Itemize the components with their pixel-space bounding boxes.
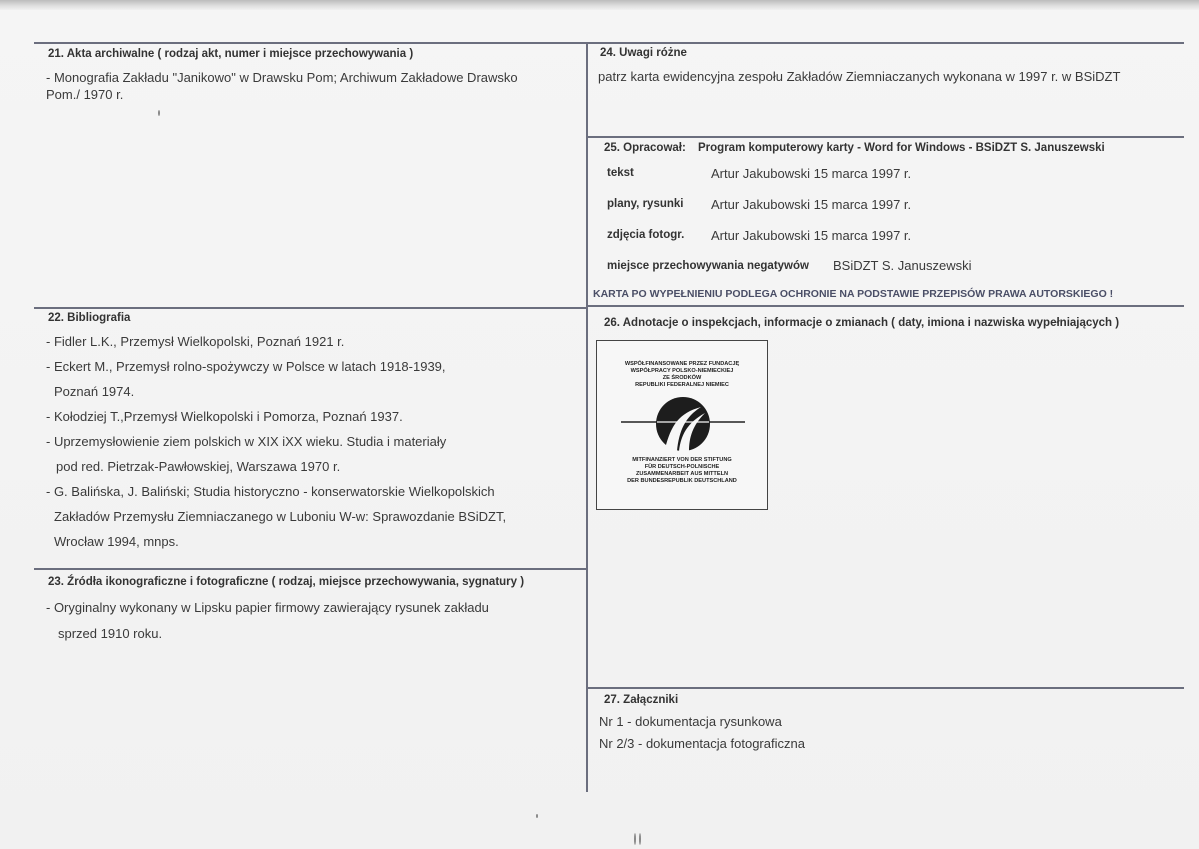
section-25-value-zdjecia: Artur Jakubowski 15 marca 1997 r. [711,228,912,243]
section-25-negatives-label: miejsce przechowywania negatywów [607,260,809,272]
copyright-protection-note: KARTA PO WYPEŁNIENIU PODLEGA OCHRONIE NA PODSTAWIE PRZEPISÓW PRAWA AUTORSKIEGO ! [593,288,1114,300]
sponsor-polish-line: REPUBLIKI FEDERALNEJ NIEMIEC [635,382,729,388]
section-23-line: - Oryginalny wykonany w Lipsku papier firmowy zawierający rysunek zakładu [46,600,489,615]
sponsor-box [596,340,768,510]
rule-right-after-24 [586,136,1184,138]
sponsor-german-line: MITFINANZIERT VON DER STIFTUNG [632,457,732,463]
sponsor-german-line: FÜR DEUTSCH-POLNISCHE [644,464,720,470]
sponsor-german-line: ZUSAMMENARBEIT AUS MITTELN [635,471,729,477]
section-22-line: Zakładów Przemysłu Ziemniaczanego w Luboniu W-w: Sprawozdanie BSiDZT, [54,509,507,524]
scan-speck [536,814,538,818]
rule-top [34,42,1184,44]
scan-top-edge [0,0,1199,10]
section-25-negatives-value: BSiDZT S. Januszewski [833,258,972,273]
section-21-line: Pom./ 1970 r. [46,87,124,102]
section-25-header: 25. Opracował: [604,142,686,154]
section-23-line: sprzed 1910 roku. [58,626,163,641]
section-25-label-zdjecia: zdjęcia fotogr. [607,229,685,241]
rule-right-after-26 [586,687,1184,689]
scan-speck [158,110,160,116]
section-26-header: 26. Adnotacje o inspekcjach, informacje o zmianach ( daty, imiona i nazwiska wypełniających ) [604,317,1120,329]
rule-right-after-25 [586,305,1184,307]
section-22-line: Wrocław 1994, mnps. [54,534,179,549]
section-24-text: patrz karta ewidencyjna zespołu Zakładów Ziemniaczanych wykonana w 1997 r. w BSiDZT [598,69,1121,84]
foundation-bridge-logo-icon [619,395,747,453]
section-22-line: - G. Balińska, J. Baliński; Studia historyczno - konserwatorskie Wielkopolskich [46,484,495,499]
section-27-line: Nr 1 - dokumentacja rysunkowa [599,714,782,729]
section-27-header: 27. Załączniki [604,694,679,706]
section-22-header: 22. Bibliografia [48,312,131,324]
section-22-line: pod red. Pietrzak-Pawłowskiej, Warszawa 1970 r. [56,459,341,474]
section-24-header: 24. Uwagi różne [600,47,687,59]
section-25-value-plany: Artur Jakubowski 15 marca 1997 r. [711,197,912,212]
section-25-program: Program komputerowy karty - Word for Windows - BSiDZT S. Januszewski [698,142,1105,154]
section-23-header: 23. Źródła ikonograficzne i fotograficzne ( rodzaj, miejsce przechowywania, sygnatury ) [48,576,525,588]
section-22-line: Poznań 1974. [54,384,135,399]
rule-left-after-21 [34,307,587,309]
sponsor-polish-line: ZE ŚRODKÓW [662,375,702,381]
section-21-line: - Monografia Zakładu "Janikowo" w Drawsku Pom; Archiwum Zakładowe Drawsko [46,70,518,85]
rule-center-vertical [586,42,588,792]
section-22-line: - Eckert M., Przemysł rolno-spożywczy w Polsce w latach 1918-1939, [46,359,446,374]
section-22-line: - Uprzemysłowienie ziem polskich w XIX iXX wieku. Studia i materiały [46,434,447,449]
sponsor-polish-line: WSPÓŁFINANSOWANE PRZEZ FUNDACJĘ [624,361,740,367]
section-25-value-tekst: Artur Jakubowski 15 marca 1997 r. [711,166,912,181]
section-21-header: 21. Akta archiwalne ( rodzaj akt, numer i miejsce przechowywania ) [48,48,414,60]
section-25-label-plany: plany, rysunki [607,198,684,210]
section-22-line: - Kołodziej T.,Przemysł Wielkopolski i Pomorza, Poznań 1937. [46,409,403,424]
sponsor-german-line: DER BUNDESREPUBLIK DEUTSCHLAND [627,478,737,484]
rule-left-after-22 [34,568,587,570]
section-27-line: Nr 2/3 - dokumentacja fotograficzna [599,736,805,751]
section-22-line: - Fidler L.K., Przemysł Wielkopolski, Poznań 1921 r. [46,334,345,349]
sponsor-polish-line: WSPÓŁPRACY POLSKO-NIEMIECKIEJ [630,368,734,374]
scan-speck [639,833,641,845]
section-25-label-tekst: tekst [607,167,634,179]
scan-speck [634,833,636,845]
